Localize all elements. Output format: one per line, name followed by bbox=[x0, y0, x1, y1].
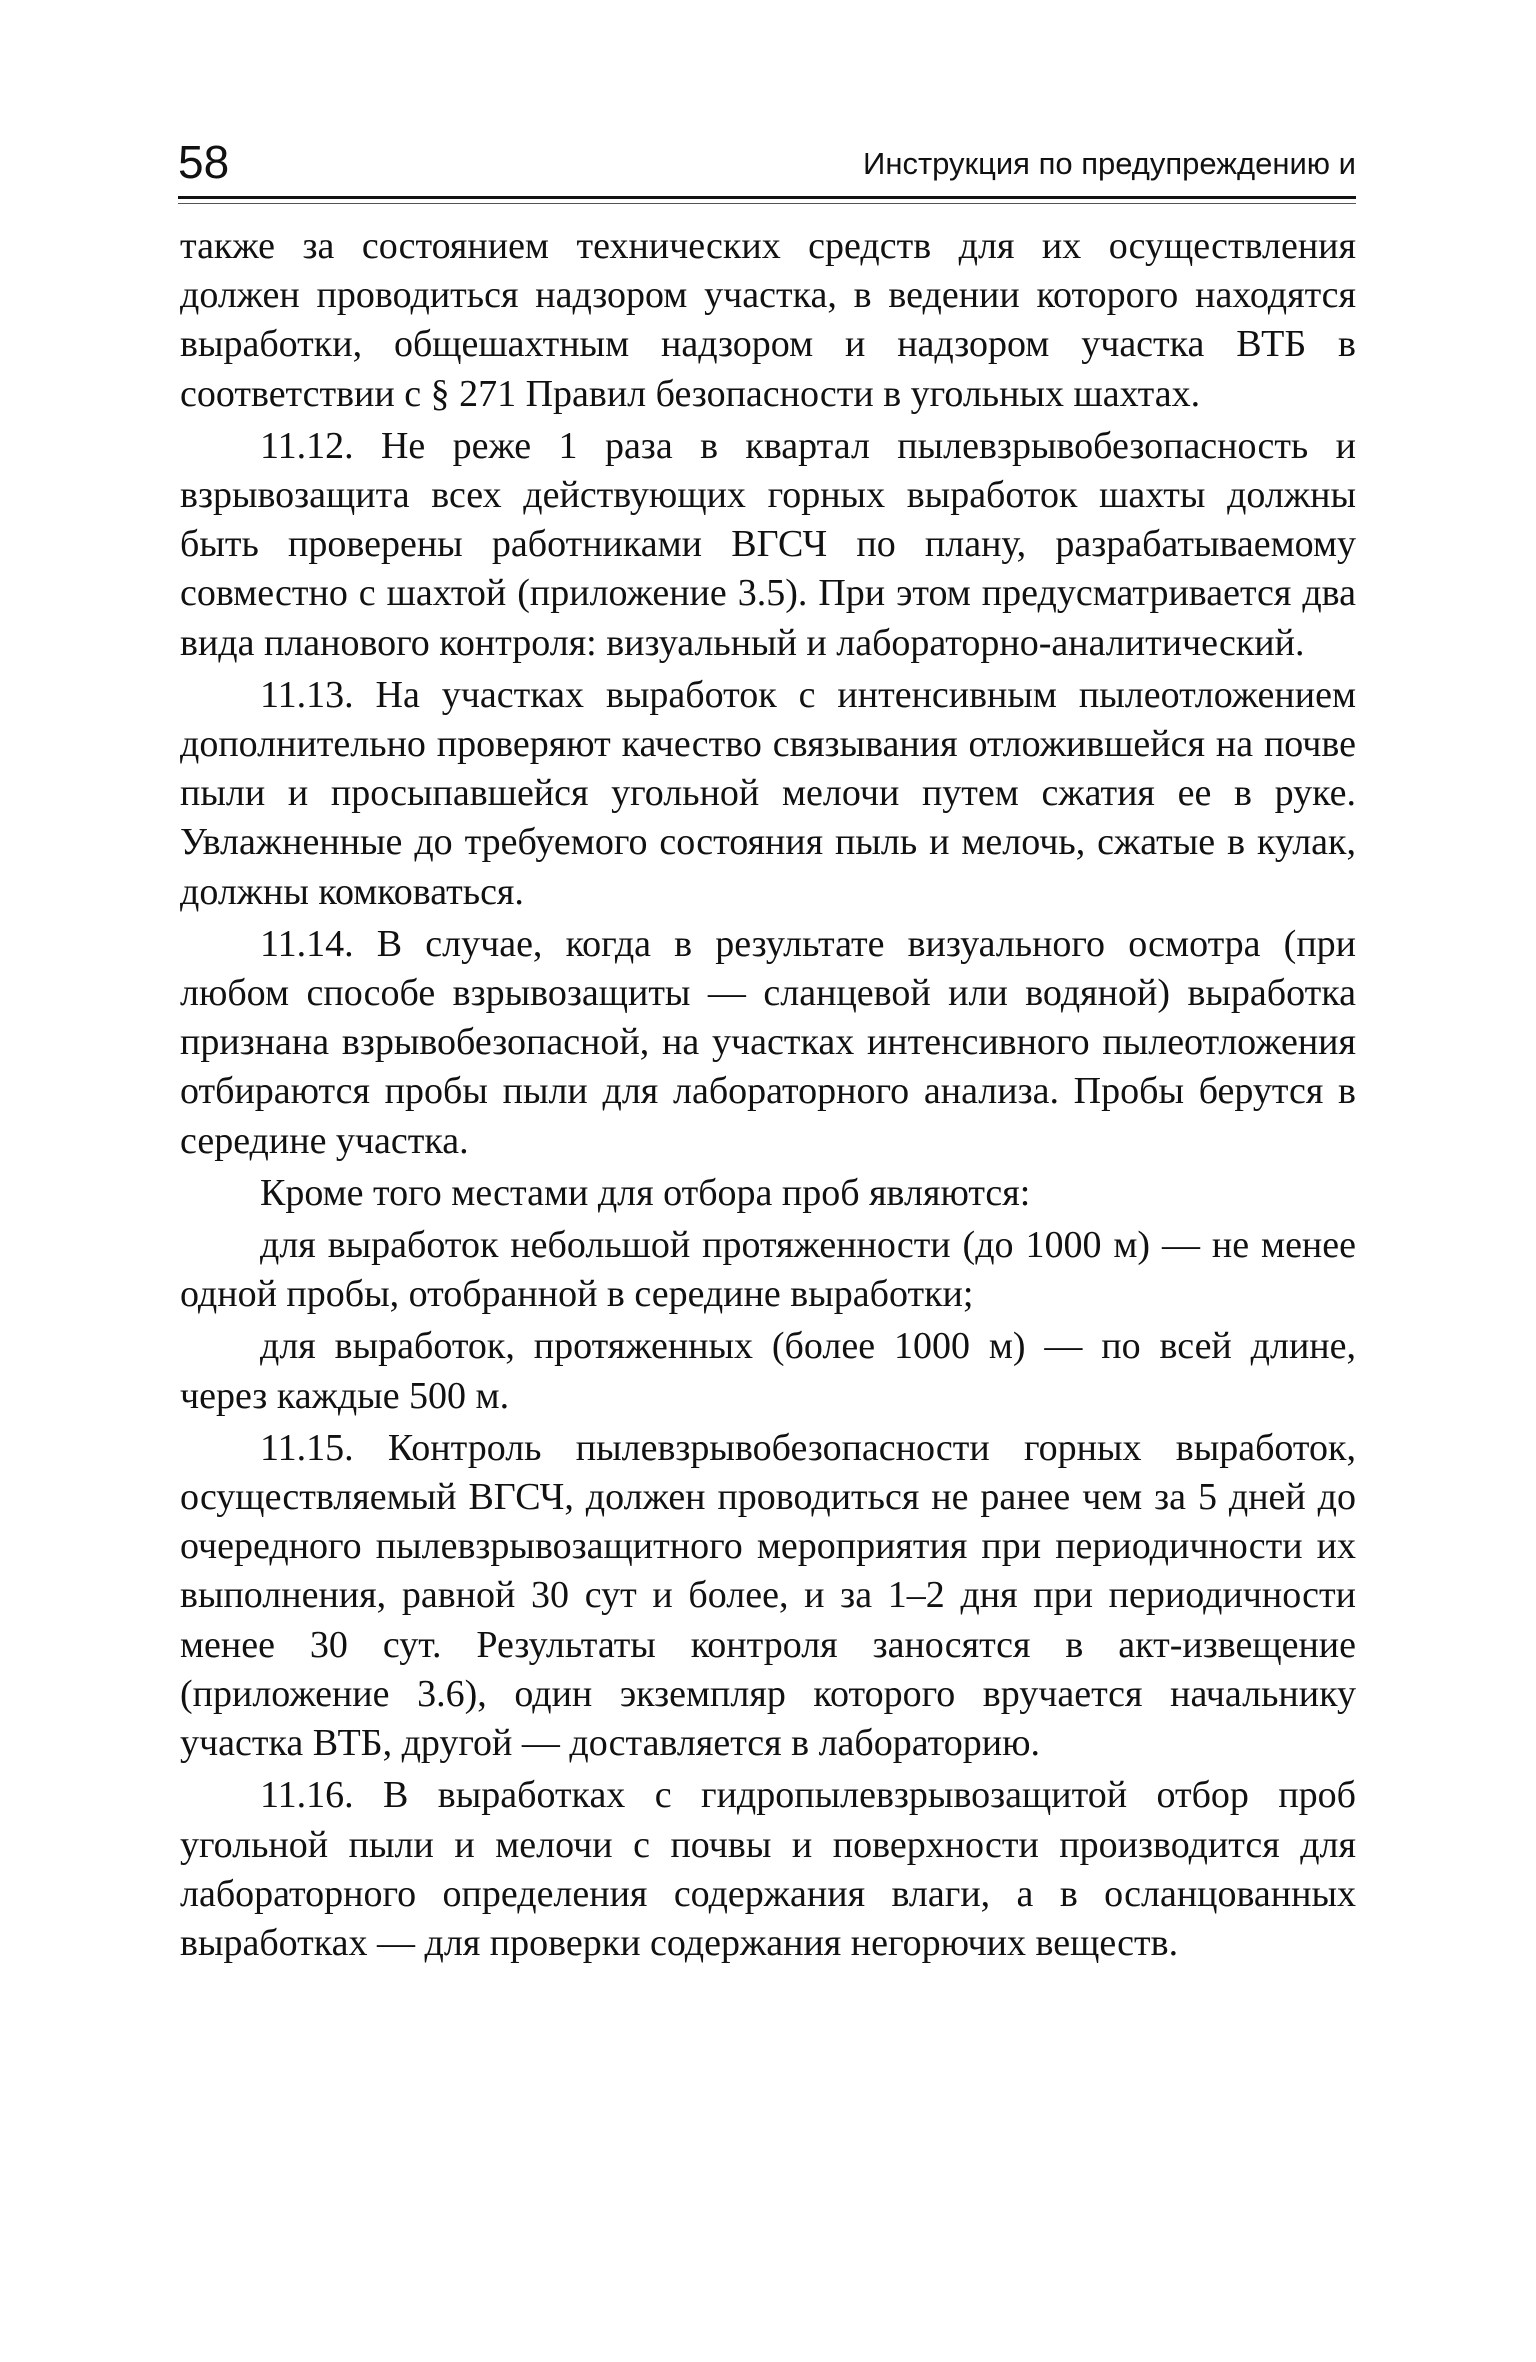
paragraph-11-12: 11.12. Не реже 1 раза в квартал пылевзрывобезопасность и взрывозащита всех действующих горных выработок шахты должны быть проверены работниками ВГСЧ по плану, разрабатываемому совместно с шахтой (приложение 3.5). При этом предусматривается два вида планового контроля: визуальный и лабораторно-аналитический. bbox=[180, 424, 1356, 664]
paragraph-short-workings: для выработок небольшой протяженности (до 1000 м) — не менее одной пробы, отобранной в середине выработки; bbox=[180, 1224, 1356, 1316]
page-body bbox=[180, 222, 1356, 1971]
paragraph-11-15: 11.15. Контроль пылевзрывобезопасности горных выработок, осуществляемый ВГСЧ, должен проводиться не ранее чем за 5 дней до очередного пылевзрывозащитного мероприятия при периодичности их выполнения, равной 30 сут и более, и за 1–2 дня при периодичности менее 30 сут. Результаты контроля заносятся в акт-извещение (приложение 3.6), один экземпляр которого вручается начальнику участка ВТБ, другой — доставляется в лабораторию. bbox=[180, 1426, 1356, 1765]
paragraph-long-workings: для выработок, протяженных (более 1000 м) — по всей длине, через каждые 500 м. bbox=[180, 1325, 1356, 1417]
paragraph-sampling-places: Кроме того местами для отбора проб являются: bbox=[260, 1171, 1031, 1214]
page-header bbox=[178, 132, 1356, 192]
paragraph-continuation: также за состоянием технических средств для их осуществления должен проводиться надзором участка, в ведении которого находятся выработки, общешахтным надзором и надзором участка ВТБ в соответствии с § 271 Правил безопасности в угольных шахтах. bbox=[180, 225, 1356, 415]
header-rule bbox=[178, 196, 1356, 199]
paragraph-11-14: 11.14. В случае, когда в результате визуального осмотра (при любом способе взрывозащиты — сланцевой или водяной) выработка признана взрывобезопасной, на участках интенсивного пылеотложения отбираются пробы пыли для лабораторного анализа. Пробы берутся в середине участка. bbox=[180, 922, 1356, 1162]
paragraph-11-13: 11.13. На участках выработок с интенсивным пылеотложением дополнительно проверяют качество связывания отложившейся на почве пыли и просыпавшейся угольной мелочи путем сжатия ее в руке. Увлажненные до требуемого состояния пыль и мелочь, сжатые в кулак, должны комковаться. bbox=[180, 673, 1356, 913]
header-rule-thin bbox=[178, 203, 1356, 204]
running-title: Инструкция по предупреждению и bbox=[863, 146, 1356, 181]
paragraph-11-16: 11.16. В выработках с гидропылевзрывозащитой отбор проб угольной пыли и мелочи с почвы и поверхности производится для лабораторного определения содержания влаги, а в осланцованных выработках — для проверки содержания негорючих веществ. bbox=[180, 1774, 1356, 1964]
page-number: 58 bbox=[178, 136, 230, 188]
